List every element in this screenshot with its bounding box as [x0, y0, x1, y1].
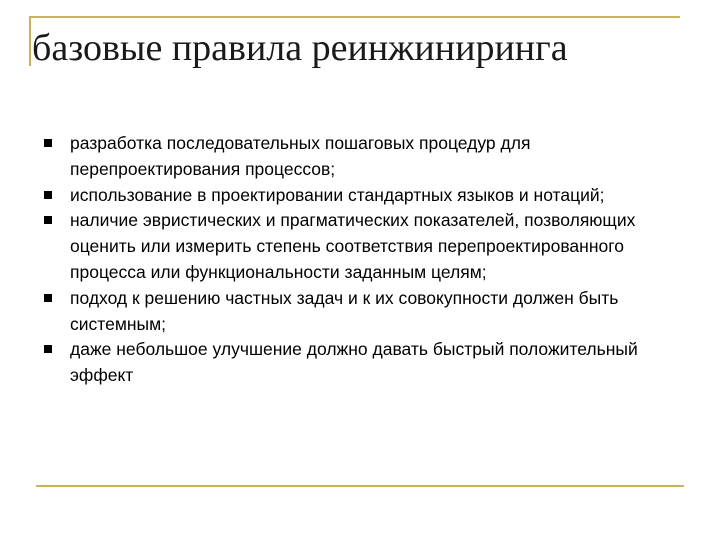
square-bullet-icon — [44, 294, 52, 302]
square-bullet-icon — [44, 216, 52, 224]
footer-rule — [36, 485, 684, 487]
list-item — [44, 208, 664, 285]
bullet-text: использование в проектировании стандартных языков и нотаций; — [70, 184, 605, 205]
slide-title: базовые правила реинжиниринга — [32, 27, 568, 69]
list-item — [44, 131, 664, 183]
bullet-list — [44, 131, 664, 389]
list-item — [44, 286, 664, 338]
bullet-text: наличие эвристических и прагматических показателей, позволяющих оценить или измерить степень соответствия перепроектированного процесса или функциональности заданным целям; — [70, 210, 636, 282]
square-bullet-icon — [44, 139, 52, 147]
bullet-text: подход к решению частных задач и к их совокупности должен быть системным; — [70, 287, 619, 334]
square-bullet-icon — [44, 191, 52, 199]
title-top-rule — [29, 16, 680, 18]
bullet-text: разработка последовательных пошаговых процедур для перепроектирования процессов; — [70, 133, 531, 179]
list-item — [44, 183, 664, 209]
square-bullet-icon — [44, 345, 52, 353]
list-item — [44, 337, 664, 389]
bullet-text: даже небольшое улучшение должно давать быстрый положительный эффект — [70, 339, 638, 386]
title-left-rule — [29, 16, 31, 66]
